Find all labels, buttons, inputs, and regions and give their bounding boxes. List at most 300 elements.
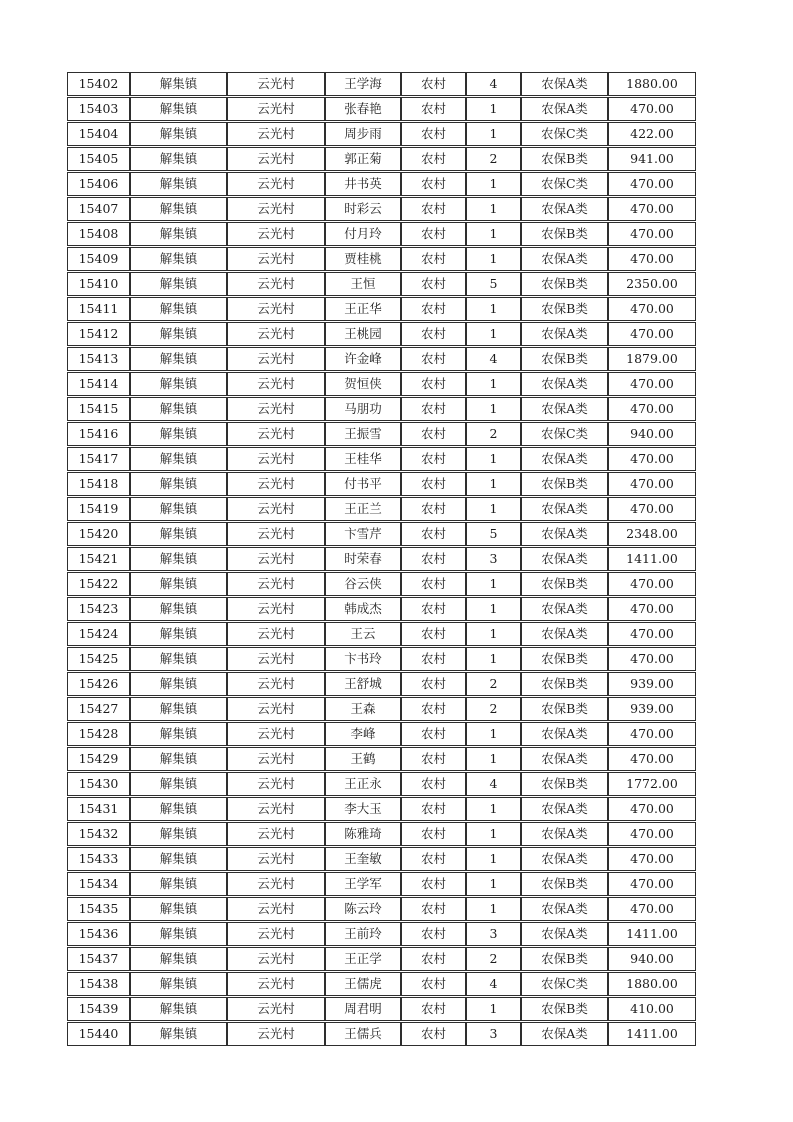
table-row [67,897,696,921]
cell-record_id: 15405 [67,147,130,171]
cell-category: 农村 [401,397,466,421]
cell-name: 马朋功 [325,397,401,421]
cell-insurance_type: 农保A类 [521,397,608,421]
table-row [67,872,696,896]
cell-name: 王云 [325,622,401,646]
table-row [67,222,696,246]
cell-record_id: 15407 [67,197,130,221]
cell-name: 周步雨 [325,122,401,146]
cell-amount: 470.00 [608,897,696,921]
cell-amount: 1880.00 [608,72,696,96]
cell-insurance_type: 农保B类 [521,297,608,321]
cell-category: 农村 [401,672,466,696]
cell-insurance_type: 农保B类 [521,672,608,696]
cell-insurance_type: 农保A类 [521,847,608,871]
cell-name: 陈云玲 [325,897,401,921]
cell-amount: 422.00 [608,122,696,146]
cell-town: 解集镇 [130,247,227,271]
cell-record_id: 15420 [67,522,130,546]
cell-village: 云光村 [227,497,325,521]
cell-category: 农村 [401,172,466,196]
cell-insurance_type: 农保A类 [521,547,608,571]
cell-record_id: 15437 [67,947,130,971]
cell-amount: 470.00 [608,172,696,196]
table-row [67,322,696,346]
cell-category: 农村 [401,422,466,446]
cell-record_id: 15413 [67,347,130,371]
cell-village: 云光村 [227,922,325,946]
cell-count: 1 [466,747,521,771]
cell-town: 解集镇 [130,97,227,121]
cell-amount: 470.00 [608,747,696,771]
cell-insurance_type: 农保A类 [521,72,608,96]
cell-insurance_type: 农保A类 [521,747,608,771]
cell-insurance_type: 农保A类 [521,897,608,921]
cell-village: 云光村 [227,1022,325,1046]
cell-count: 2 [466,697,521,721]
cell-count: 1 [466,622,521,646]
cell-town: 解集镇 [130,197,227,221]
cell-category: 农村 [401,522,466,546]
cell-category: 农村 [401,697,466,721]
cell-category: 农村 [401,1022,466,1046]
cell-name: 陈雅琦 [325,822,401,846]
cell-name: 郭正菊 [325,147,401,171]
table-row [67,522,696,546]
cell-town: 解集镇 [130,72,227,96]
cell-name: 王正学 [325,947,401,971]
cell-name: 王奎敏 [325,847,401,871]
cell-town: 解集镇 [130,622,227,646]
cell-village: 云光村 [227,897,325,921]
cell-name: 王正兰 [325,497,401,521]
cell-name: 付月玲 [325,222,401,246]
cell-insurance_type: 农保A类 [521,97,608,121]
table-row [67,547,696,571]
cell-category: 农村 [401,822,466,846]
cell-amount: 1772.00 [608,772,696,796]
table-row [67,697,696,721]
cell-amount: 470.00 [608,472,696,496]
cell-town: 解集镇 [130,722,227,746]
cell-village: 云光村 [227,747,325,771]
table-row [67,72,696,96]
cell-name: 许金峰 [325,347,401,371]
cell-village: 云光村 [227,697,325,721]
cell-insurance_type: 农保A类 [521,522,608,546]
cell-village: 云光村 [227,397,325,421]
cell-record_id: 15426 [67,672,130,696]
cell-name: 韩成杰 [325,597,401,621]
cell-insurance_type: 农保B类 [521,997,608,1021]
table-row [67,572,696,596]
cell-name: 李大玉 [325,797,401,821]
cell-insurance_type: 农保B类 [521,272,608,296]
cell-town: 解集镇 [130,647,227,671]
cell-insurance_type: 农保A类 [521,722,608,746]
cell-town: 解集镇 [130,922,227,946]
cell-amount: 410.00 [608,997,696,1021]
cell-amount: 470.00 [608,497,696,521]
cell-category: 农村 [401,272,466,296]
cell-count: 4 [466,772,521,796]
cell-category: 农村 [401,197,466,221]
cell-name: 王儒兵 [325,1022,401,1046]
cell-count: 2 [466,672,521,696]
table-row [67,197,696,221]
cell-town: 解集镇 [130,147,227,171]
cell-count: 1 [466,372,521,396]
cell-count: 1 [466,172,521,196]
cell-record_id: 15433 [67,847,130,871]
cell-town: 解集镇 [130,597,227,621]
cell-count: 1 [466,322,521,346]
cell-village: 云光村 [227,197,325,221]
table-row [67,972,696,996]
cell-amount: 1411.00 [608,547,696,571]
cell-amount: 1880.00 [608,972,696,996]
cell-count: 1 [466,122,521,146]
cell-name: 时彩云 [325,197,401,221]
cell-town: 解集镇 [130,222,227,246]
cell-insurance_type: 农保A类 [521,822,608,846]
cell-town: 解集镇 [130,697,227,721]
cell-count: 1 [466,472,521,496]
table-row [67,422,696,446]
cell-village: 云光村 [227,772,325,796]
cell-record_id: 15410 [67,272,130,296]
cell-count: 1 [466,647,521,671]
cell-category: 农村 [401,322,466,346]
cell-insurance_type: 农保B类 [521,697,608,721]
cell-count: 2 [466,422,521,446]
cell-town: 解集镇 [130,672,227,696]
cell-record_id: 15402 [67,72,130,96]
cell-count: 1 [466,822,521,846]
cell-category: 农村 [401,722,466,746]
cell-count: 1 [466,297,521,321]
cell-insurance_type: 农保A类 [521,797,608,821]
cell-amount: 470.00 [608,847,696,871]
cell-count: 1 [466,247,521,271]
cell-amount: 940.00 [608,422,696,446]
cell-name: 付书平 [325,472,401,496]
cell-record_id: 15427 [67,697,130,721]
cell-record_id: 15439 [67,997,130,1021]
cell-name: 王恒 [325,272,401,296]
cell-village: 云光村 [227,672,325,696]
cell-name: 卞书玲 [325,647,401,671]
cell-amount: 470.00 [608,622,696,646]
cell-insurance_type: 农保B类 [521,772,608,796]
cell-count: 4 [466,72,521,96]
cell-village: 云光村 [227,72,325,96]
cell-amount: 1411.00 [608,922,696,946]
table-row [67,847,696,871]
cell-count: 1 [466,897,521,921]
cell-village: 云光村 [227,597,325,621]
table-row [67,447,696,471]
cell-category: 农村 [401,447,466,471]
cell-name: 王桃园 [325,322,401,346]
cell-amount: 470.00 [608,197,696,221]
table-row [67,997,696,1021]
cell-insurance_type: 农保A类 [521,447,608,471]
cell-village: 云光村 [227,547,325,571]
cell-insurance_type: 农保A类 [521,922,608,946]
cell-village: 云光村 [227,472,325,496]
cell-category: 农村 [401,72,466,96]
table-row [67,597,696,621]
cell-amount: 470.00 [608,872,696,896]
cell-record_id: 15424 [67,622,130,646]
cell-record_id: 15432 [67,822,130,846]
cell-category: 农村 [401,797,466,821]
cell-town: 解集镇 [130,747,227,771]
table-row [67,397,696,421]
table-row [67,747,696,771]
cell-village: 云光村 [227,997,325,1021]
cell-village: 云光村 [227,372,325,396]
cell-record_id: 15440 [67,1022,130,1046]
cell-amount: 470.00 [608,372,696,396]
cell-count: 1 [466,572,521,596]
cell-count: 1 [466,722,521,746]
cell-town: 解集镇 [130,397,227,421]
cell-amount: 939.00 [608,672,696,696]
cell-category: 农村 [401,647,466,671]
cell-town: 解集镇 [130,547,227,571]
cell-village: 云光村 [227,147,325,171]
cell-count: 2 [466,947,521,971]
cell-town: 解集镇 [130,997,227,1021]
cell-insurance_type: 农保B类 [521,947,608,971]
cell-village: 云光村 [227,172,325,196]
cell-town: 解集镇 [130,1022,227,1046]
cell-name: 时荣春 [325,547,401,571]
cell-town: 解集镇 [130,372,227,396]
cell-insurance_type: 农保A类 [521,597,608,621]
cell-village: 云光村 [227,972,325,996]
cell-record_id: 15409 [67,247,130,271]
cell-category: 农村 [401,97,466,121]
cell-category: 农村 [401,997,466,1021]
cell-amount: 941.00 [608,147,696,171]
cell-category: 农村 [401,347,466,371]
subsidy-table-body [67,72,696,1046]
cell-town: 解集镇 [130,847,227,871]
cell-name: 王儒虎 [325,972,401,996]
cell-count: 1 [466,797,521,821]
table-row [67,272,696,296]
cell-town: 解集镇 [130,572,227,596]
cell-record_id: 15436 [67,922,130,946]
cell-name: 王鹤 [325,747,401,771]
cell-count: 5 [466,272,521,296]
cell-village: 云光村 [227,872,325,896]
subsidy-table [67,71,696,1047]
cell-record_id: 15406 [67,172,130,196]
cell-name: 王振雪 [325,422,401,446]
cell-count: 5 [466,522,521,546]
cell-village: 云光村 [227,272,325,296]
cell-town: 解集镇 [130,422,227,446]
cell-insurance_type: 农保C类 [521,972,608,996]
cell-record_id: 15428 [67,722,130,746]
table-row [67,722,696,746]
cell-record_id: 15408 [67,222,130,246]
cell-village: 云光村 [227,722,325,746]
table-row [67,922,696,946]
cell-village: 云光村 [227,847,325,871]
cell-name: 周君明 [325,997,401,1021]
cell-name: 王前玲 [325,922,401,946]
cell-count: 3 [466,547,521,571]
table-row [67,122,696,146]
table-row [67,822,696,846]
cell-count: 4 [466,347,521,371]
cell-category: 农村 [401,747,466,771]
cell-town: 解集镇 [130,297,227,321]
cell-name: 王桂华 [325,447,401,471]
table-row [67,372,696,396]
cell-amount: 470.00 [608,572,696,596]
cell-category: 农村 [401,572,466,596]
cell-insurance_type: 农保B类 [521,472,608,496]
cell-record_id: 15430 [67,772,130,796]
cell-category: 农村 [401,247,466,271]
cell-record_id: 15431 [67,797,130,821]
cell-name: 王学海 [325,72,401,96]
cell-insurance_type: 农保C类 [521,122,608,146]
cell-record_id: 15434 [67,872,130,896]
cell-village: 云光村 [227,247,325,271]
cell-village: 云光村 [227,297,325,321]
cell-village: 云光村 [227,122,325,146]
cell-village: 云光村 [227,97,325,121]
cell-amount: 470.00 [608,597,696,621]
cell-insurance_type: 农保A类 [521,622,608,646]
cell-record_id: 15418 [67,472,130,496]
cell-insurance_type: 农保A类 [521,497,608,521]
table-row [67,622,696,646]
table-row [67,797,696,821]
cell-amount: 2348.00 [608,522,696,546]
table-row [67,647,696,671]
cell-count: 3 [466,922,521,946]
cell-insurance_type: 农保B类 [521,572,608,596]
cell-amount: 1879.00 [608,347,696,371]
cell-category: 农村 [401,497,466,521]
cell-village: 云光村 [227,422,325,446]
cell-category: 农村 [401,372,466,396]
cell-record_id: 15421 [67,547,130,571]
cell-count: 2 [466,147,521,171]
cell-record_id: 15415 [67,397,130,421]
table-row [67,947,696,971]
cell-village: 云光村 [227,347,325,371]
cell-amount: 470.00 [608,397,696,421]
cell-count: 1 [466,872,521,896]
cell-town: 解集镇 [130,347,227,371]
cell-category: 农村 [401,297,466,321]
cell-category: 农村 [401,622,466,646]
cell-village: 云光村 [227,947,325,971]
cell-town: 解集镇 [130,772,227,796]
cell-insurance_type: 农保C类 [521,422,608,446]
cell-category: 农村 [401,972,466,996]
cell-count: 1 [466,597,521,621]
cell-amount: 940.00 [608,947,696,971]
cell-record_id: 15429 [67,747,130,771]
cell-record_id: 15435 [67,897,130,921]
cell-town: 解集镇 [130,122,227,146]
cell-category: 农村 [401,122,466,146]
cell-amount: 939.00 [608,697,696,721]
cell-insurance_type: 农保A类 [521,247,608,271]
cell-name: 王森 [325,697,401,721]
cell-count: 4 [466,972,521,996]
cell-amount: 470.00 [608,447,696,471]
cell-insurance_type: 农保B类 [521,872,608,896]
cell-village: 云光村 [227,822,325,846]
cell-count: 1 [466,97,521,121]
cell-name: 王舒城 [325,672,401,696]
cell-count: 1 [466,497,521,521]
cell-amount: 470.00 [608,247,696,271]
cell-village: 云光村 [227,647,325,671]
cell-town: 解集镇 [130,497,227,521]
table-row [67,497,696,521]
cell-name: 井书英 [325,172,401,196]
cell-town: 解集镇 [130,447,227,471]
cell-record_id: 15403 [67,97,130,121]
table-row [67,472,696,496]
cell-town: 解集镇 [130,797,227,821]
cell-amount: 470.00 [608,797,696,821]
cell-amount: 470.00 [608,822,696,846]
cell-record_id: 15412 [67,322,130,346]
cell-insurance_type: 农保A类 [521,197,608,221]
cell-count: 1 [466,847,521,871]
cell-amount: 470.00 [608,647,696,671]
cell-name: 张春艳 [325,97,401,121]
cell-count: 1 [466,997,521,1021]
cell-insurance_type: 农保A类 [521,372,608,396]
cell-category: 农村 [401,547,466,571]
cell-record_id: 15419 [67,497,130,521]
cell-village: 云光村 [227,322,325,346]
cell-town: 解集镇 [130,872,227,896]
cell-count: 1 [466,397,521,421]
cell-insurance_type: 农保C类 [521,172,608,196]
cell-town: 解集镇 [130,522,227,546]
cell-name: 贾桂桃 [325,247,401,271]
cell-category: 农村 [401,147,466,171]
cell-insurance_type: 农保B类 [521,647,608,671]
cell-town: 解集镇 [130,172,227,196]
cell-town: 解集镇 [130,472,227,496]
cell-amount: 2350.00 [608,272,696,296]
cell-insurance_type: 农保A类 [521,1022,608,1046]
cell-name: 王学军 [325,872,401,896]
cell-category: 农村 [401,222,466,246]
cell-category: 农村 [401,847,466,871]
cell-insurance_type: 农保B类 [521,147,608,171]
cell-insurance_type: 农保B类 [521,222,608,246]
cell-name: 王正华 [325,297,401,321]
cell-name: 王正永 [325,772,401,796]
